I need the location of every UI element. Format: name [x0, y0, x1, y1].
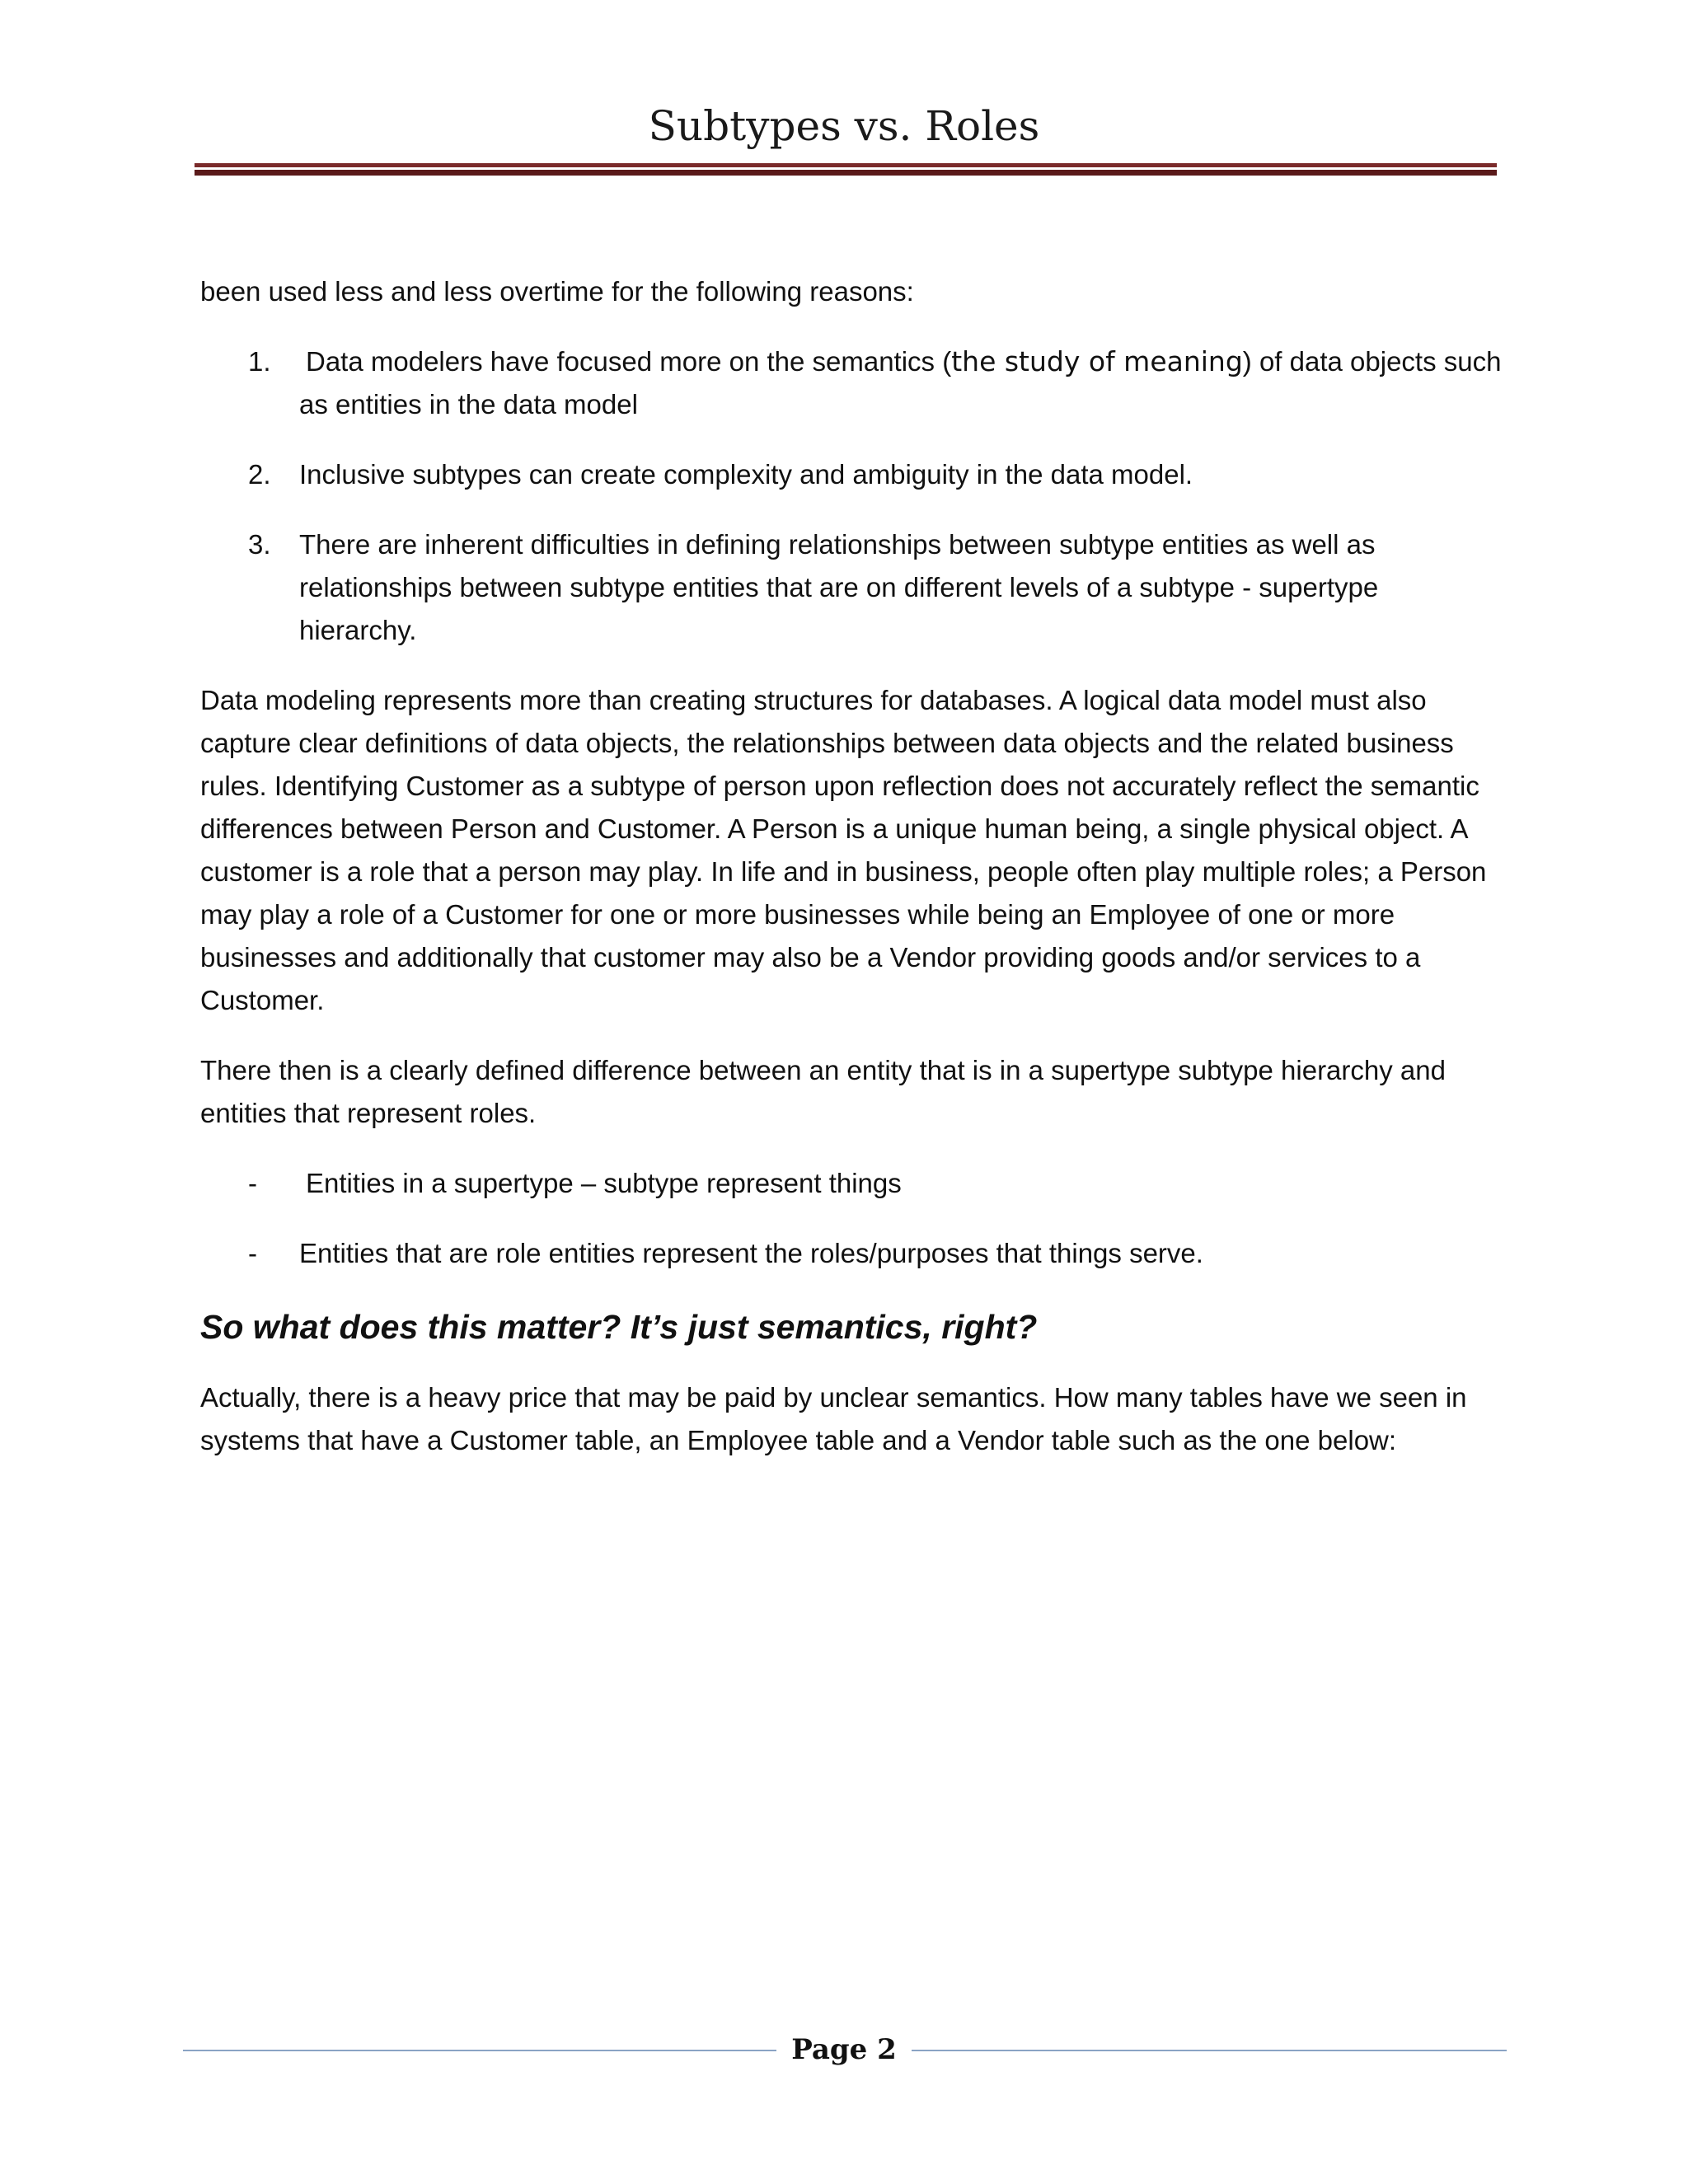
- list-item: [200, 1232, 1503, 1275]
- list-item-text: Data modelers have focused more on the semantics (: [306, 346, 952, 377]
- dash-list: [200, 1162, 1503, 1275]
- list-item: [200, 340, 1503, 426]
- body-paragraph: Data modeling represents more than creating structures for databases. A logical data model must also capture clear definitions of data objects, the relationships between data objects and the related business rules. Identifying Customer as a subtype of person upon reflection does not accurately reflect the semantic differences between Person and Customer. A Person is a unique human being, a single physical object. A customer is a role that a person may play. In life and in business, people often play multiple roles; a Person may play a role of a Customer for one or more businesses while being an Employee of one or more businesses and additionally that customer may also be a Vendor providing goods and/or services to a Customer.: [200, 685, 1487, 1015]
- list-number: 1.: [248, 346, 271, 377]
- list-dash: -: [248, 1168, 257, 1198]
- document-body: [200, 270, 1503, 1489]
- reasons-list: [200, 340, 1503, 652]
- list-item-text-emphasis: the study of meaning: [951, 345, 1243, 377]
- header-rule: [195, 163, 1497, 167]
- list-item-text: Inclusive subtypes can create complexity and ambiguity in the data model.: [299, 459, 1193, 490]
- body-paragraph: There then is a clearly defined difference between an entity that is in a supertype subtype hierarchy and entities that represent roles.: [200, 1055, 1446, 1128]
- list-number: 3.: [248, 529, 271, 560]
- page-number: Page 2: [791, 2033, 897, 2066]
- list-item-text: Entities that are role entities represent the roles/purposes that things serve.: [299, 1238, 1203, 1268]
- list-item-text: There are inherent difficulties in defining relationships between subtype entities as well as relationships between subtype entities that are on different levels of a subtype - supertype hierarchy.: [299, 529, 1379, 645]
- header-rule-thick: [195, 170, 1497, 176]
- section-heading: So what does this matter? It’s just semantics, right?: [200, 1308, 1038, 1346]
- list-item: [200, 453, 1503, 496]
- list-item-text: Entities in a supertype – subtype represent things: [306, 1168, 902, 1198]
- list-item-text-end: ) of data objects such as entities in the data model: [299, 346, 1502, 419]
- list-dash: -: [248, 1238, 257, 1268]
- intro-paragraph: been used less and less overtime for the following reasons:: [200, 276, 914, 307]
- list-item: [200, 523, 1503, 652]
- body-paragraph: Actually, there is a heavy price that may be paid by unclear semantics. How many tables have we seen in systems that have a Customer table, an Employee table and a Vendor table such as the one below:: [200, 1382, 1467, 1455]
- page-title: Subtypes vs. Roles: [648, 102, 1040, 150]
- footer-rule-left: [183, 2050, 776, 2051]
- footer-rule-right: [912, 2050, 1507, 2051]
- list-item: [200, 1162, 1503, 1205]
- list-number: 2.: [248, 459, 271, 490]
